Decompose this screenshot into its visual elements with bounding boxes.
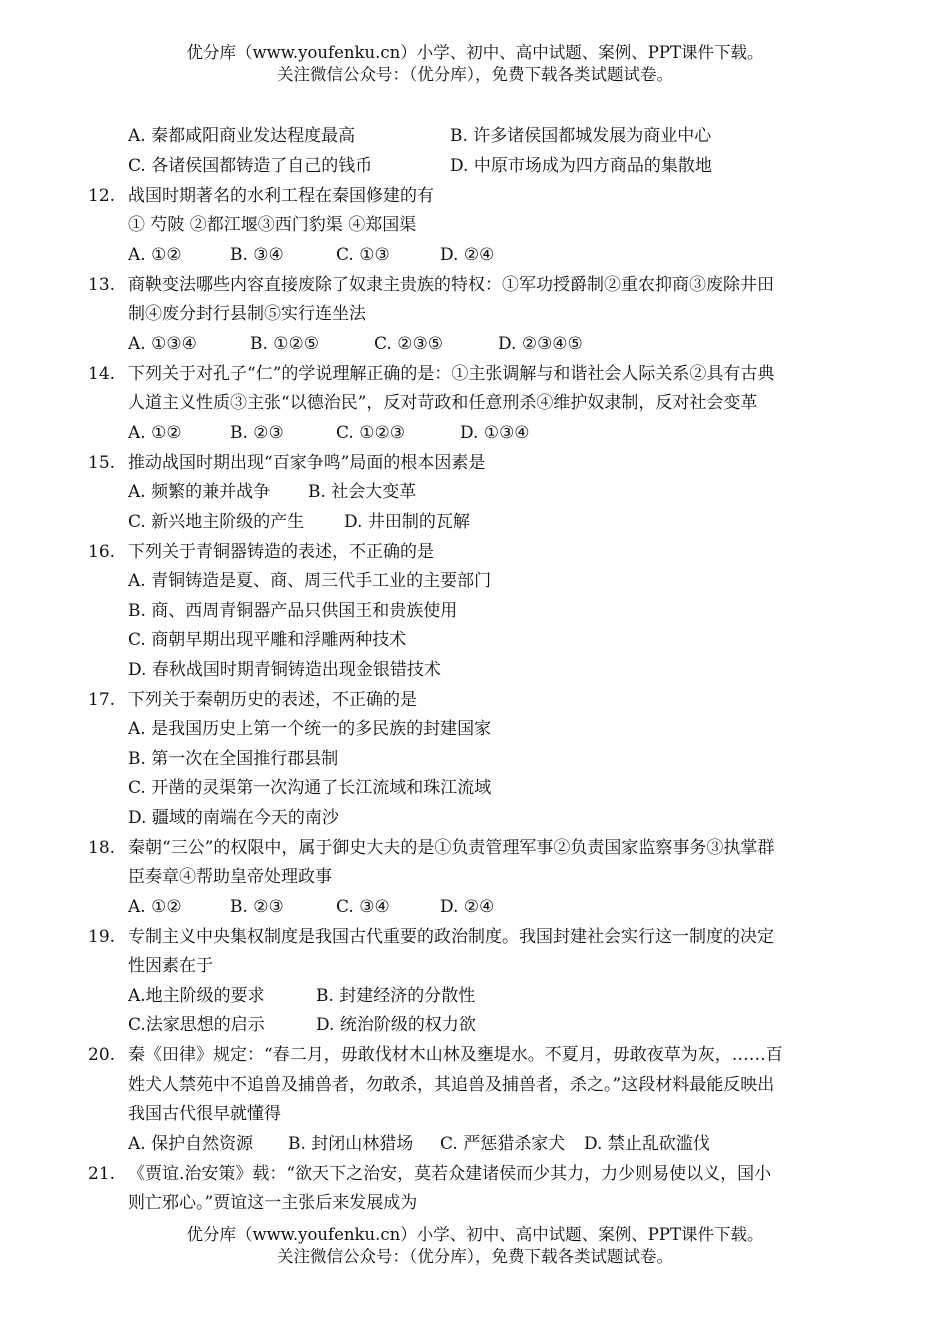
q20-option-d: D. 禁止乱砍滥伐: [584, 1134, 710, 1154]
q12-option-c: C. ①③: [336, 245, 390, 265]
q16-option-c: C. 商朝早期出现平雕和浮雕两种技术: [128, 630, 407, 650]
q17-option-d: D. 疆域的南端在今天的南沙: [128, 808, 339, 828]
q17-stem: 下列关于秦朝历史的表述，不正确的是: [128, 690, 417, 710]
q15-option-b: B. 社会大变革: [308, 482, 417, 502]
q20-stem-2: 姓犬人禁苑中不追兽及捕兽者，勿敢杀，其追兽及捕兽者，杀之。”这段材料最能反映出: [128, 1075, 775, 1095]
q19-number: 19.: [88, 927, 116, 947]
q14-option-c: C. ①②③: [336, 423, 405, 443]
header-line-1: 优分库（www.youfenku.cn）小学、初中、高中试题、案例、PPT课件下载。: [186, 43, 764, 62]
q16-number: 16.: [88, 542, 116, 562]
q15-number: 15.: [88, 453, 116, 473]
q13-option-b: B. ①②⑤: [250, 334, 320, 354]
q21-stem-2: 则亡邪心。”贾谊这一主张后来发展成为: [128, 1193, 418, 1213]
q20-stem-3: 我国古代很早就懂得: [128, 1104, 281, 1124]
q15-option-d: D. 井田制的瓦解: [344, 512, 470, 532]
q14-stem-2: 人道主义性质③主张“以德治民”，反对苛政和任意刑杀④维护奴隶制，反对社会变革: [128, 393, 758, 413]
q12-option-b: B. ③④: [230, 245, 284, 265]
q18-option-b: B. ②③: [230, 897, 284, 917]
q19-option-d: D. 统治阶级的权力欲: [316, 1015, 476, 1035]
q20-option-c: C. 严惩猎杀家犬: [440, 1134, 566, 1154]
q12-stem: 战国时期著名的水利工程在秦国修建的有: [128, 186, 434, 206]
q11-option-d: D. 中原市场成为四方商品的集散地: [450, 156, 712, 176]
q19-stem-2: 性因素在于: [128, 956, 213, 976]
q19-stem-1: 专制主义中央集权制度是我国古代重要的政治制度。我国封建社会实行这一制度的决定: [128, 927, 774, 947]
q13-option-a: A. ①③④: [128, 334, 197, 354]
q14-option-a: A. ①②: [128, 423, 182, 443]
q13-stem-1: 商鞅变法哪些内容直接废除了奴隶主贵族的特权：①军功授爵制②重农抑商③废除井田: [128, 275, 774, 295]
q18-stem-2: 臣奏章④帮助皇帝处理政事: [128, 867, 332, 887]
footer-line-2: 关注微信公众号：（优分库），免费下载各类试题试卷。: [277, 1247, 673, 1266]
header-line-2: 关注微信公众号：（优分库），免费下载各类试题试卷。: [277, 65, 673, 84]
q20-option-a: A. 保护自然资源: [128, 1134, 254, 1154]
q18-stem-1: 秦朝“三公”的权限中，属于御史大夫的是①负责管理军事②负责国家监察事务③执掌群: [128, 838, 775, 858]
q17-option-b: B. 第一次在全国推行郡县制: [128, 749, 339, 769]
q11-option-b: B. 许多诸侯国都城发展为商业中心: [450, 126, 712, 146]
q19-option-c: C.法家思想的启示: [128, 1015, 265, 1035]
q13-stem-2: 制④废分封行县制⑤实行连坐法: [128, 304, 366, 324]
q18-option-d: D. ②④: [440, 897, 495, 917]
q13-option-d: D. ②③④⑤: [498, 334, 583, 354]
page-header: [0, 42, 950, 86]
q18-option-a: A. ①②: [128, 897, 182, 917]
q15-option-c: C. 新兴地主阶级的产生: [128, 512, 305, 532]
q19-option-a: A.地主阶级的要求: [128, 986, 265, 1006]
q16-option-a: A. 青铜铸造是夏、商、周三代手工业的主要部门: [128, 571, 492, 591]
q18-option-c: C. ③④: [336, 897, 390, 917]
q11-option-a: A. 秦都咸阳商业发达程度最高: [128, 126, 356, 146]
footer-line-1: 优分库（www.youfenku.cn）小学、初中、高中试题、案例、PPT课件下载。: [186, 1225, 764, 1244]
q18-number: 18.: [88, 838, 116, 858]
q16-option-d: D. 春秋战国时期青铜铸造出现金银错技术: [128, 660, 441, 680]
q14-number: 14.: [88, 364, 116, 384]
q12-option-a: A. ①②: [128, 245, 182, 265]
q17-option-a: A. 是我国历史上第一个统一的多民族的封建国家: [128, 719, 492, 739]
q21-stem-1: 《贾谊.治安策》载：“欲天下之治安，莫若众建诸侯而少其力，力少则易使以义，国小: [128, 1164, 772, 1184]
q20-number: 20.: [88, 1045, 116, 1065]
q20-stem-1: 秦《田律》规定：“春二月，毋敢伐材木山林及壅堤水。不夏月，毋敢夜草为灰，……百: [128, 1045, 783, 1065]
q17-option-c: C. 开凿的灵渠第一次沟通了长江流域和珠江流域: [128, 778, 492, 798]
q19-option-b: B. 封建经济的分散性: [316, 986, 476, 1006]
q20-option-b: B. 封闭山林猎场: [288, 1134, 414, 1154]
q11-option-c: C. 各诸侯国都铸造了自己的钱币: [128, 156, 373, 176]
q14-option-b: B. ②③: [230, 423, 284, 443]
q16-stem: 下列关于青铜器铸造的表述，不正确的是: [128, 542, 434, 562]
q21-number: 21.: [88, 1164, 116, 1184]
q17-number: 17.: [88, 690, 116, 710]
q16-option-b: B. 商、西周青铜器产品只供国王和贵族使用: [128, 601, 458, 621]
q14-option-d: D. ①③④: [460, 423, 530, 443]
q12-items: ① 芍陂 ②都江堰③西门豹渠 ④郑国渠: [128, 215, 417, 235]
q12-option-d: D. ②④: [440, 245, 495, 265]
q13-number: 13.: [88, 275, 116, 295]
q12-number: 12.: [88, 186, 116, 206]
q14-stem-1: 下列关于对孔子“仁”的学说理解正确的是：①主张调解与和谐社会人际关系②具有古典: [128, 364, 775, 384]
q15-stem: 推动战国时期出现“百家争鸣”局面的根本因素是: [128, 453, 486, 473]
page-footer: [0, 1224, 950, 1268]
q13-option-c: C. ②③⑤: [374, 334, 443, 354]
q15-option-a: A. 频繁的兼并战争: [128, 482, 271, 502]
